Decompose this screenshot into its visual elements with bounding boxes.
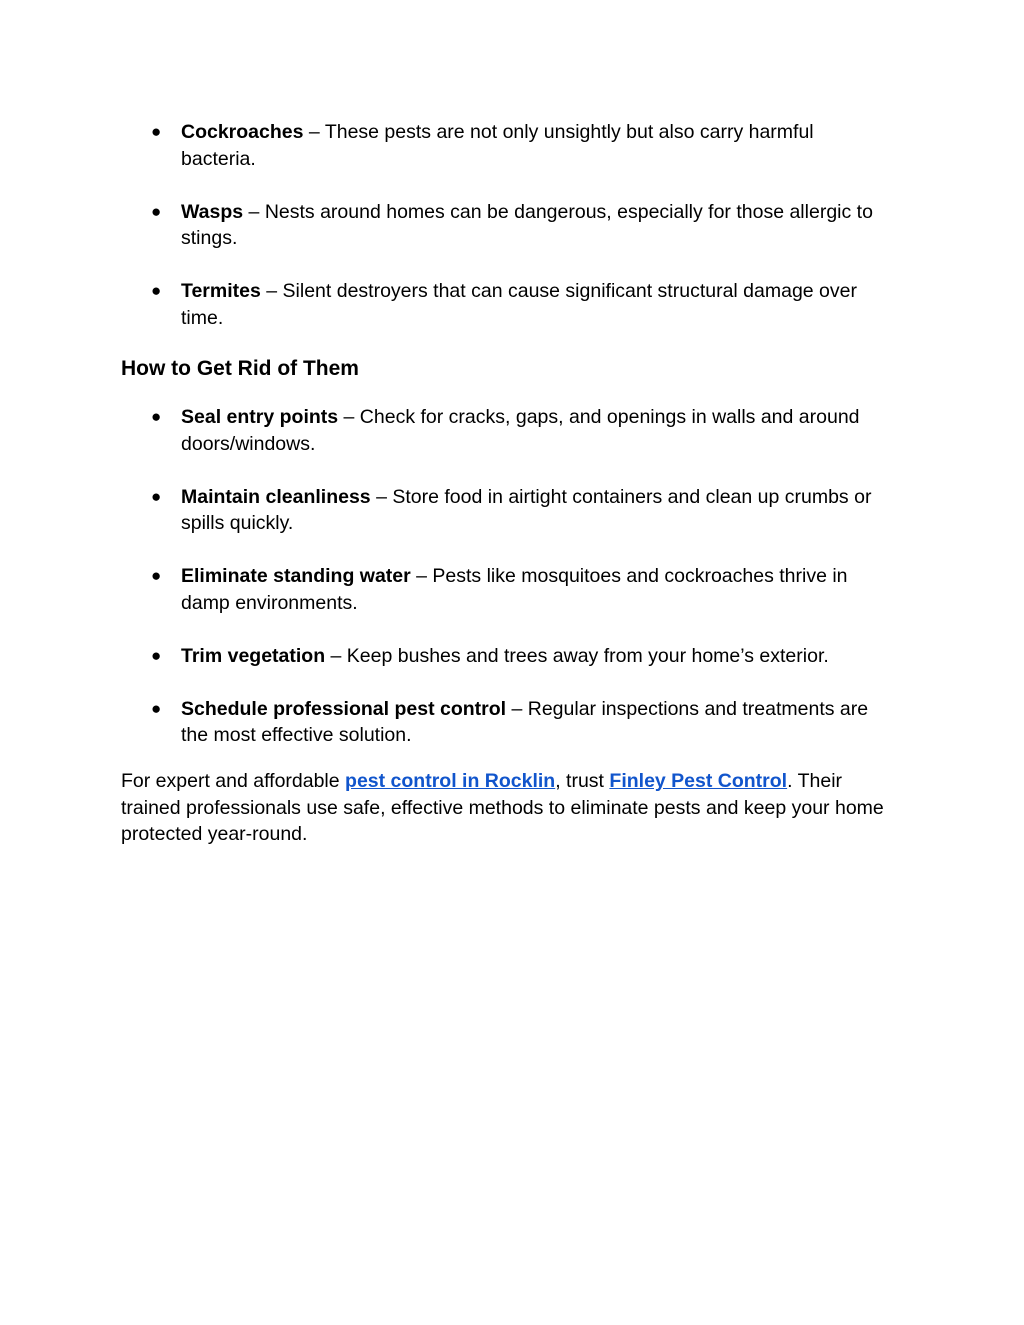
item-term: Trim vegetation (181, 644, 326, 667)
finley-pest-control-link[interactable]: Finley Pest Control (609, 770, 788, 792)
section-heading: How to Get Rid of Them (121, 357, 359, 380)
item-term: Termites (181, 280, 261, 302)
item-description: – Silent destroyers that can cause significant structural damage over time. (181, 280, 857, 329)
closing-middle: , trust (555, 770, 610, 792)
bullet-icon: ● (151, 486, 162, 506)
item-term: Schedule professional pest control (181, 697, 507, 720)
item-term: Maintain cleanliness (181, 485, 371, 508)
item-description: – Keep bushes and trees away from your home’s exterior. (325, 644, 829, 667)
bullet-icon: ● (151, 407, 162, 426)
bullet-icon: ● (151, 281, 162, 300)
list-item-schedule-pest-control (0, 696, 893, 749)
pest-control-rocklin-link[interactable]: pest control in Rocklin (345, 770, 556, 792)
item-term: Seal entry points (181, 406, 339, 428)
list-item-eliminate-standing-water (0, 563, 893, 616)
list-item-seal-entry-points (0, 404, 893, 457)
item-description: – Pests like mosquitoes and cockroaches thrive in damp environments. (181, 565, 848, 614)
item-term: Cockroaches (181, 121, 304, 143)
item-description: – Nests around homes can be dangerous, especially for those allergic to stings. (181, 200, 873, 249)
item-term: Eliminate standing water (181, 565, 411, 587)
list-item-cockroaches (0, 119, 893, 172)
closing-prefix: For expert and affordable (121, 770, 346, 792)
closing-paragraph (121, 768, 901, 848)
closing-suffix: . Their trained professionals use safe, effective methods to eliminate pests and keep your home protected year-round. (121, 770, 884, 845)
bullet-icon: ● (151, 201, 162, 221)
bullet-icon: ● (151, 122, 162, 141)
tips-list (0, 404, 1024, 749)
bullet-icon: ● (151, 645, 162, 665)
list-item-trim-vegetation (0, 643, 893, 670)
item-description: – These pests are not only unsightly but also carry harmful bacteria. (181, 121, 814, 170)
list-item-termites (0, 278, 893, 331)
item-description: – Regular inspections and treatments are the most effective solution. (181, 697, 869, 746)
pests-list (0, 119, 1024, 331)
bullet-icon: ● (151, 698, 162, 718)
list-item-wasps (0, 199, 893, 252)
list-item-maintain-cleanliness (0, 484, 893, 537)
item-description: – Check for cracks, gaps, and openings in walls and around doors/windows. (181, 406, 860, 455)
item-description: – Store food in airtight containers and clean up crumbs or spills quickly. (181, 485, 872, 534)
bullet-icon: ● (151, 566, 162, 585)
item-term: Wasps (181, 200, 244, 223)
